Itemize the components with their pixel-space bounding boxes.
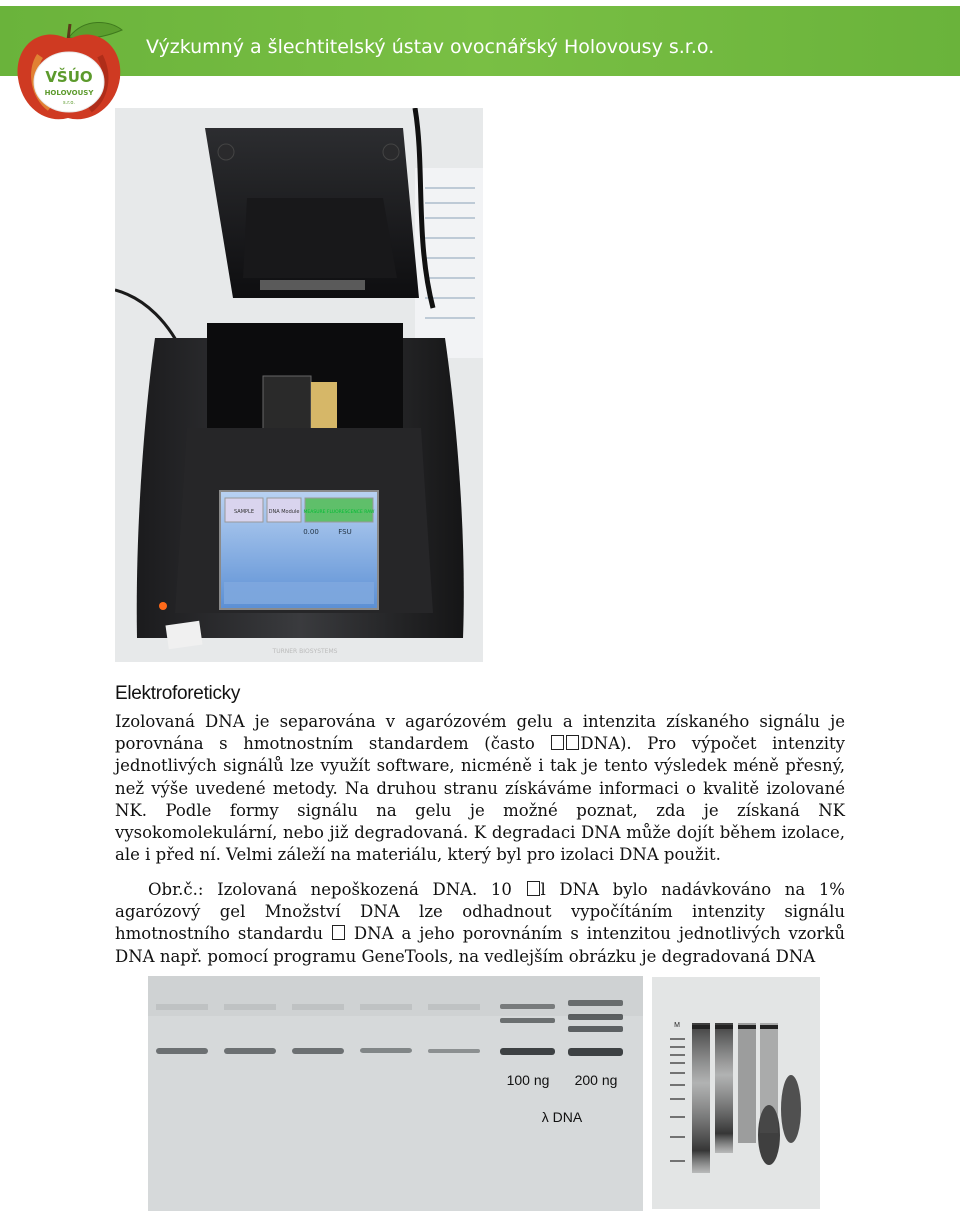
caption-part1: Obr.č.: Izolovaná nepoškozená DNA. 10: [148, 880, 526, 899]
screen-button-3: MEASURE FLUORESCENCE RAW: [303, 510, 375, 515]
logo-text: VŠÚO: [45, 68, 93, 86]
label-200ng: 200 ng: [574, 1072, 618, 1088]
paragraph1-part1: Izolovaná DNA je separována v agarózovém gelu a intenzita získaného signálu je porovnána s hmotnostním standardem (často: [115, 712, 845, 754]
fluorometer-photo: [115, 108, 483, 662]
label-100ng: 100 ng: [506, 1072, 550, 1088]
logo-subtext: HOLOVOUSY: [44, 89, 94, 97]
figure-caption: [115, 879, 845, 968]
missing-glyph: [527, 881, 540, 896]
logo-small-text: s.r.o.: [63, 100, 75, 106]
caption-part2: l DNA bylo nadávkováno na 1% agarózový gel Množství DNA lze odhadnout vypočítáním intenzity signálu hmotnostního standardu: [115, 880, 845, 944]
screen-button-1: SAMPLE: [234, 509, 254, 515]
degraded-dna-gel-photo: [652, 977, 820, 1209]
device-brand: TURNER BIOSYSTEMS: [272, 648, 338, 655]
institute-title: Výzkumný a šlechtitelský ústav ovocnářský Holovousy s.r.o.: [146, 36, 715, 58]
screen-button-2: DNA Module: [268, 509, 300, 515]
paragraph-electrophoresis: [115, 711, 845, 866]
section-heading: Elektroforeticky: [115, 683, 241, 704]
caption-part3: DNA a jeho porovnáním s intenzitou jednotlivých vzorků DNA např. pomocí programu GeneTools, na vedlejším obrázku je degradovaná DNA: [115, 924, 845, 966]
screen-unit: FSU: [338, 528, 352, 536]
screen-value: 0.00: [303, 528, 319, 536]
missing-glyph: [566, 735, 579, 750]
apple-logo: [10, 16, 128, 128]
paragraph1-part2: DNA). Pro výpočet intenzity jednotlivých signálů lze využít software, nicméně i tak je tento výsledek méně přesný, než výše uvedené metody. Na druhou stranu získáváme informaci o kvalitě izolované NK. Podle formy signálu na gelu je možné poznat, zda je získaná NK vysokomolekulární, nebo již degradovaná. K degradaci DNA může dojít během izolace, ale i před ní. Velmi záleží na materiálu, který byl pro izolaci DNA použit.: [115, 734, 845, 865]
agarose-gel-photo: [148, 976, 643, 1211]
missing-glyph: [551, 735, 564, 750]
marker-label: M: [674, 1022, 680, 1029]
label-lambda-dna: λ DNA: [541, 1109, 583, 1125]
missing-glyph: [332, 925, 345, 940]
